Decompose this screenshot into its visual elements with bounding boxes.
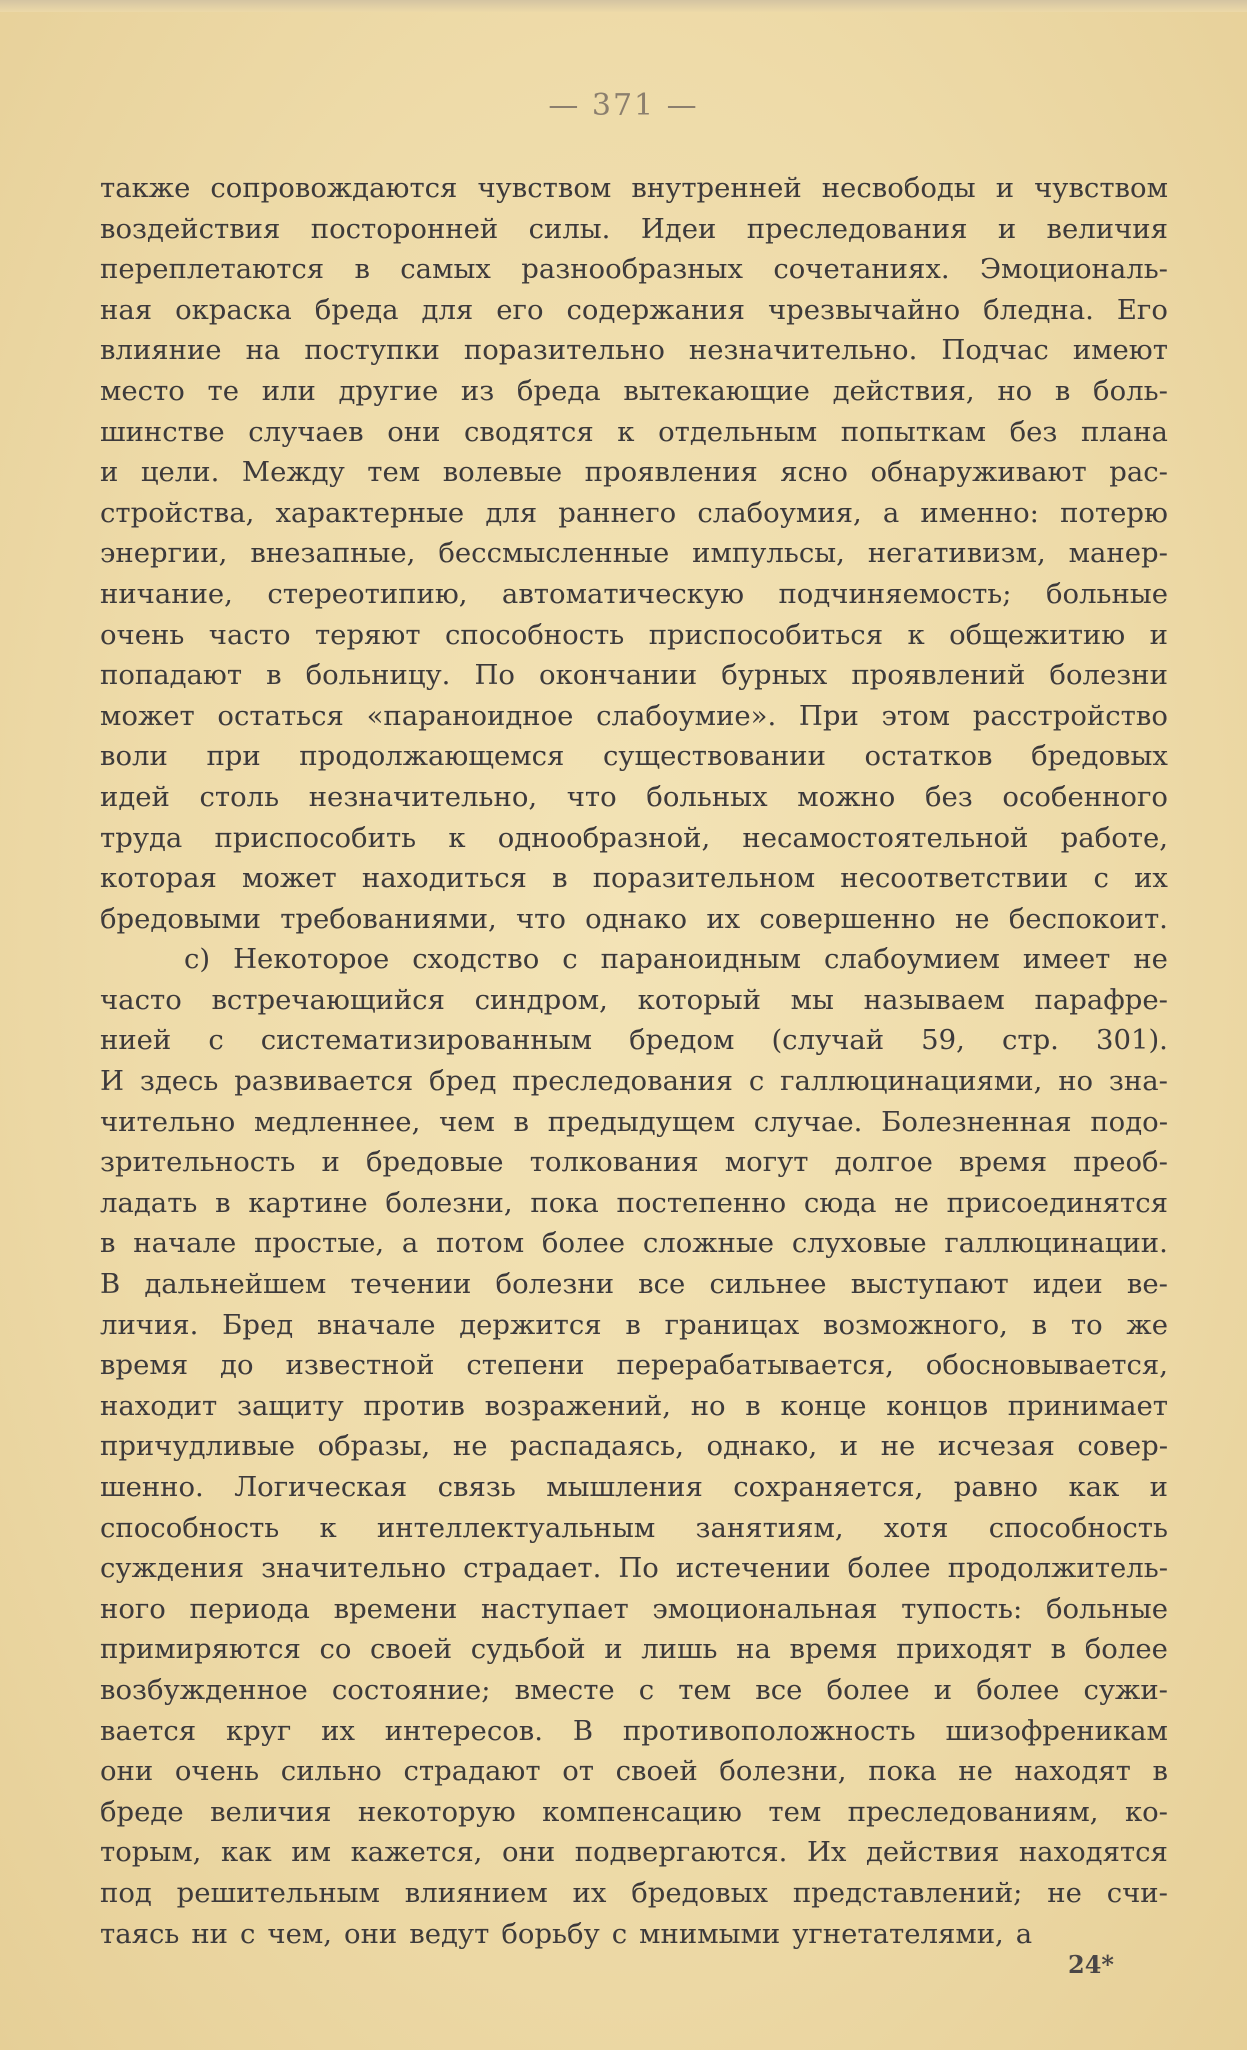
text-line: находит защиту против возражений, но в конце концов принимает [100,1389,1168,1422]
text-line: труда приспособить к однообразной, несамостоятельной работе, [100,821,1168,854]
text-line: под решительным влиянием их бредовых представлений; не счи- [100,1876,1168,1909]
text-line: чительно медленнее, чем в предыдущем случае. Болезненная подо- [100,1105,1168,1138]
text-line: место те или другие из бреда вытекающие действия, но в боль- [100,374,1168,407]
text-line: бреде величия некоторую компенсацию тем преследованиям, ко- [100,1795,1168,1828]
text-line: очень часто теряют способность приспособиться к общежитию и [100,618,1168,651]
text-line: может остаться «параноидное слабоумие». При этом расстройство [100,699,1168,732]
text-line: торым, как им кажется, они подвергаются. Их действия находятся [100,1836,1168,1869]
text-line: таясь ни с чем, они ведут борьбу с мнимыми угнетателями, а [100,1917,1033,1950]
text-line: которая может находиться в поразительном несоответствии с их [100,862,1168,895]
body-text [100,168,1168,1954]
text-line: время до известной степени перерабатывается, обосновывается, [100,1349,1168,1382]
text-line: часто встречающийся синдром, который мы называем парафре- [100,983,1168,1016]
text-line: вается круг их интересов. В противоположность шизофреникам [100,1714,1168,1747]
text-line: В дальнейшем течении болезни все сильнее выступают идеи ве- [100,1268,1168,1301]
text-line: воли при продолжающемся существовании остатков бредовых [100,740,1168,773]
text-line: возбужденное состояние; вместе с тем все более и более сужи- [100,1673,1168,1706]
text-line: попадают в больницу. По окончании бурных проявлений болезни [100,659,1168,692]
text-line: ладать в картине болезни, пока постепенно сюда не присоединятся [100,1186,1168,1219]
page-number: — 371 — [548,88,699,123]
text-line: зрительность и бредовые толкования могут долгое время преоб- [100,1146,1168,1179]
text-line: шенно. Логическая связь мышления сохраняется, равно как и [100,1471,1168,1503]
text-line: шинстве случаев они сводятся к отдельным попыткам без плана [100,415,1168,448]
text-line: идей столь незначительно, что больных можно без особенного [100,780,1168,813]
text-line: примиряются со своей судьбой и лишь на время приходят в более [100,1633,1168,1666]
text-line: энергии, внезапные, бессмысленные импульсы, негативизм, манер- [100,537,1168,570]
page-top-edge [0,0,1247,12]
text-line: также сопровождаются чувством внутренней несвободы и чувством [100,172,1168,204]
text-line: нией с систематизированным бредом (случай 59, стр. 301). [100,1024,1168,1057]
text-line: ная окраска бреда для его содержания чрезвычайно бледна. Его [100,293,1168,326]
text-line: ного периода времени наступает эмоциональная тупость: больные [100,1592,1168,1625]
text-line: бредовыми требованиями, что однако их совершенно не беспокоит. [100,902,1168,935]
text-line: способность к интеллектуальным занятиям, хотя способность [100,1511,1168,1544]
text-line: причудливые образы, не распадаясь, однако, и не исчезая совер- [100,1430,1168,1463]
text-line: И здесь развивается бред преследования с галлюцинациями, но зна- [100,1065,1168,1098]
text-line: личия. Бред вначале держится в границах возможного, в то же [100,1308,1168,1341]
text-line: суждения значительно страдает. По истечении более продолжитель- [100,1552,1168,1585]
text-line: влияние на поступки поразительно незначительно. Подчас имеют [100,334,1168,367]
text-line: ничание, стереотипию, автоматическую подчиняемость; больные [100,577,1168,610]
text-line: стройства, характерные для раннего слабоумия, а именно: потерю [100,496,1168,529]
text-line: с) Некоторое сходство с параноидным слабоумием имеет не [184,943,1168,976]
text-line: и цели. Между тем волевые проявления ясно обнаруживают рас- [100,456,1168,489]
text-line: переплетаются в самых разнообразных сочетаниях. Эмоциональ- [100,253,1168,286]
text-line: воздействия посторонней силы. Идеи преследования и величия [100,212,1168,245]
text-line: в начале простые, а потом более сложные слуховые галлюцинации. [100,1227,1168,1260]
text-line: они очень сильно страдают от своей болезни, пока не находят в [100,1755,1168,1788]
printer-signature-mark: 24* [1068,1950,1114,1979]
